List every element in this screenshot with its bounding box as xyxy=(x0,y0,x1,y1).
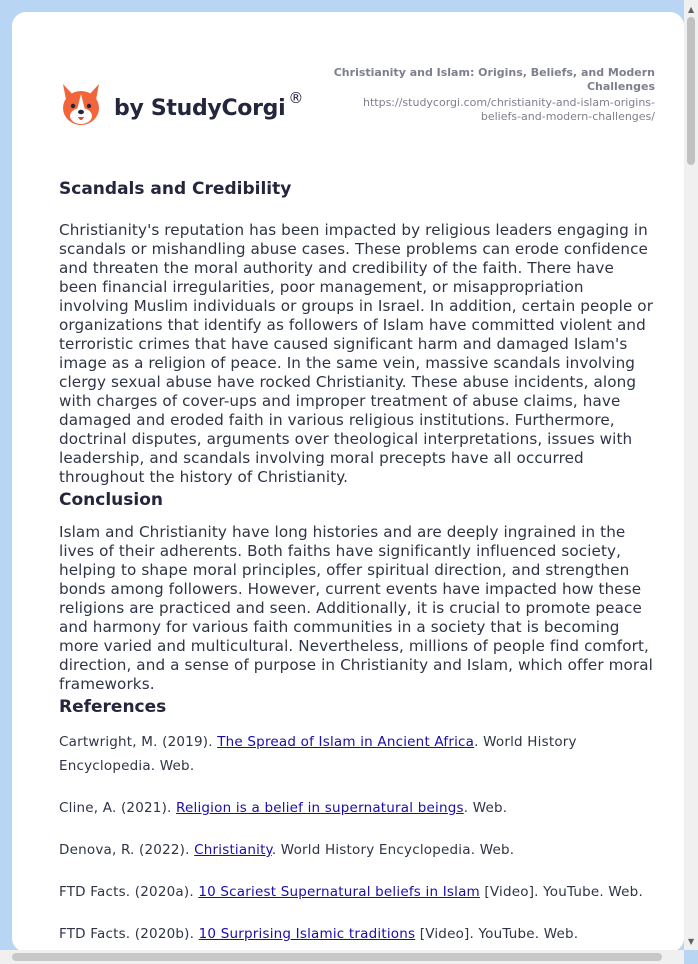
paragraph-scandals: Christianity's reputation has been impacted by religious leaders engaging in scandals or mishandling abuse cases. These problems can erode confidence and threaten the moral authority and credibility of the faith. There have been financial irregularities, poor management, or misappropriation involving Muslim individuals or groups in Israel. In addition, certain people or organizations that identify as followers of Islam have committed violent and terroristic crimes that have caused significant harm and damaged Islam's image as a religion of peace. In the same vein, massive scandals involving clergy sexual abuse have rocked Christianity. These abuse incidents, along with charges of cover-ups and improper treatment of abuse claims, have damaged and eroded faith in various religious institutions. Furthermore, doctrinal disputes, arguments over theological interpretations, issues with leadership, and scandals involving moral precepts have all occurred throughout the history of Christianity. xyxy=(59,221,654,486)
reference-item: Denova, R. (2022). Christianity. World History Encyclopedia. Web. xyxy=(59,842,515,858)
reference-link[interactable]: Religion is a belief in supernatural beings xyxy=(176,800,464,816)
scroll-down-arrow-icon[interactable]: ▼ xyxy=(688,937,695,946)
document-content xyxy=(59,178,657,952)
document-title: Christianity and Islam: Origins, Beliefs, and Modern Challenges xyxy=(333,66,655,93)
heading-scandals: Scandals and Credibility xyxy=(59,179,292,199)
heading-references: References xyxy=(59,697,167,717)
horizontal-scrollbar[interactable] xyxy=(0,950,684,964)
paragraph-conclusion: Islam and Christianity have long histories and are deeply ingrained in the lives of their adherents. Both faiths have significantly influenced society, helping to shape moral principles, offer spiritual direction, and strengthen bonds among followers. However, current events have impacted how these religions are practiced and seen. Additionally, it is crucial to promote peace and harmony for various faith communities in a society that is becoming more varied and multicultural. Nevertheless, millions of people find comfort, direction, and a sense of purpose in Christianity and Islam, which offer moral frameworks. xyxy=(59,523,653,693)
vertical-scrollbar[interactable] xyxy=(684,0,698,950)
reference-link[interactable]: Christianity xyxy=(194,842,272,858)
reference-item: FTD Facts. (2020a). 10 Scariest Supernatural beliefs in Islam [Video]. YouTube. Web. xyxy=(59,884,643,900)
scroll-up-arrow-icon[interactable]: ▲ xyxy=(688,5,695,14)
document-meta xyxy=(325,66,655,124)
reference-link[interactable]: 10 Scariest Supernatural beliefs in Islam xyxy=(198,884,480,900)
document-page xyxy=(12,12,684,952)
reference-item: FTD Facts. (2020b). 10 Surprising Islamic traditions [Video]. YouTube. Web. xyxy=(59,926,579,942)
reference-item: Cartwright, M. (2019). The Spread of Islam in Ancient Africa. World History Encyclopedia. Web. xyxy=(59,734,577,774)
heading-conclusion: Conclusion xyxy=(59,490,163,510)
brand-name: by StudyCorgi ® xyxy=(114,88,304,121)
reference-link[interactable]: The Spread of Islam in Ancient Africa xyxy=(217,734,475,750)
document-url[interactable]: https://studycorgi.com/christianity-and-islam-origins-beliefs-and-modern-challenges/ xyxy=(363,96,655,123)
reference-item: Cline, A. (2021). Religion is a belief in supernatural beings. Web. xyxy=(59,800,508,816)
registered-mark: ® xyxy=(288,88,304,107)
scrollbar-thumb[interactable] xyxy=(687,17,695,165)
horizontal-scrollbar-thumb[interactable] xyxy=(12,953,662,961)
reference-link[interactable]: 10 Surprising Islamic traditions xyxy=(198,926,416,942)
corgi-logo-icon xyxy=(60,80,102,128)
studycorgi-logo[interactable] xyxy=(60,74,303,134)
